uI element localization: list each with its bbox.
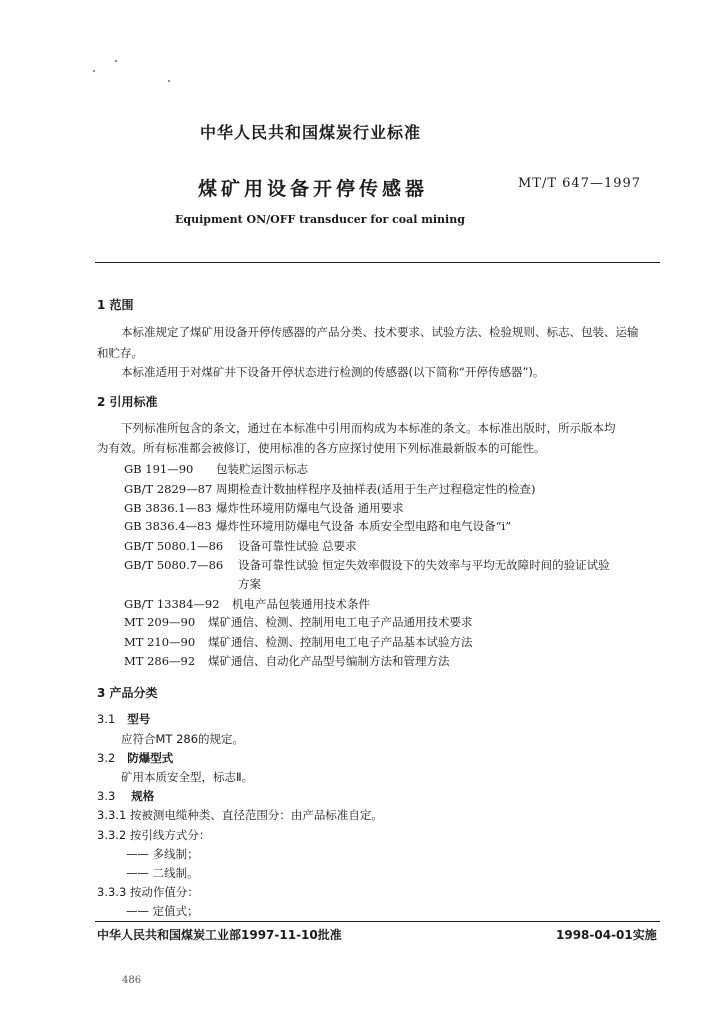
- reference-item: MT 209—90 煤矿通信、检测、控制用电工电子产品通用技术要求: [124, 615, 473, 629]
- section-2-heading: 2 引用标准: [97, 395, 158, 409]
- issuing-body-header: 中华人民共和国煤炭行业标准: [200, 123, 422, 142]
- reference-item: GB 3836.4—83 爆炸性环境用防爆电气设备 本质安全型电路和电气设备“i”: [124, 519, 512, 533]
- reference-item: GB/T 2829—87 周期检查计数抽样程序及抽样表(适用于生产过程稳定性的检查): [124, 482, 536, 496]
- clause-3-2-heading: 3.2 防爆型式: [97, 751, 174, 765]
- english-title: Equipment ON/OFF transducer for coal mining: [175, 213, 465, 226]
- page-number: 486: [122, 975, 142, 986]
- section-3-heading: 3 产品分类: [97, 686, 158, 700]
- reference-item: GB/T 5080.1—86 设备可靠性试验 总要求: [124, 539, 357, 553]
- clause-3-3-heading: 3.3 规格: [97, 789, 155, 803]
- clause-3-3-1: 3.3.1 按被测电缆种类、直径范围分：由产品标准自定。: [97, 808, 383, 822]
- reference-item: GB/T 5080.7—86 设备可靠性试验 恒定失效率假设下的失效率与平均无故障时间的验证试验: [124, 558, 610, 572]
- reference-item: MT 286—92 煤矿通信、自动化产品型号编制方法和管理方法: [124, 654, 450, 668]
- section-1-paragraph-1b: 和贮存。: [97, 346, 143, 360]
- standard-code: MT/T 647—1997: [518, 176, 642, 191]
- clause-3-2-text: 矿用本质安全型，标志Ⅱ。: [121, 770, 254, 784]
- reference-item: MT 210—90 煤矿通信、检测、控制用电工电子产品基本试验方法: [124, 635, 473, 649]
- scan-dot: [168, 80, 170, 82]
- reference-item: GB 3836.1—83 爆炸性环境用防爆电气设备 通用要求: [124, 501, 404, 515]
- approval-date: 中华人民共和国煤炭工业部1997-11-10批准: [97, 928, 342, 942]
- standard-title: 煤矿用设备开停传感器: [198, 178, 429, 200]
- clause-3-1-heading: 3.1 型号: [97, 712, 151, 726]
- clause-3-1-text: 应符合MT 286的规定。: [121, 732, 245, 746]
- section-1-heading: 1 范围: [97, 298, 134, 312]
- footer-divider: [95, 921, 660, 922]
- clause-3-3-2-item: —— 多线制；: [126, 847, 199, 861]
- section-1-paragraph-1a: 本标准规定了煤矿用设备开停传感器的产品分类、技术要求、试验方法、检验规则、标志、包装、运输: [121, 325, 639, 339]
- scan-dot: [115, 60, 117, 62]
- header-divider: [95, 262, 660, 263]
- scan-dot: [93, 70, 95, 72]
- section-2-paragraph-1a: 下列标准所包含的条文，通过在本标准中引用而构成为本标准的条文。本标准出版时，所示版本均: [121, 421, 616, 435]
- clause-3-3-2-item: —— 二线制。: [126, 866, 199, 880]
- clause-3-3-3-item: —— 定值式；: [126, 904, 199, 918]
- reference-item: GB 191—90 包装贮运图示标志: [124, 462, 308, 476]
- section-1-paragraph-2: 本标准适用于对煤矿井下设备开停状态进行检测的传感器(以下简称“开停传感器”)。: [121, 365, 545, 379]
- clause-3-3-2: 3.3.2 按引线方式分：: [97, 828, 211, 842]
- reference-item-continuation: 方案: [238, 577, 261, 591]
- section-2-paragraph-1b: 为有效。所有标准都会被修订，使用标准的各方应探讨使用下列标准最新版本的可能性。: [97, 441, 546, 455]
- reference-item: GB/T 13384—92 机电产品包装通用技术条件: [124, 597, 370, 611]
- clause-3-3-3: 3.3.3 按动作值分：: [97, 885, 199, 899]
- implementation-date: 1998-04-01实施: [556, 928, 657, 942]
